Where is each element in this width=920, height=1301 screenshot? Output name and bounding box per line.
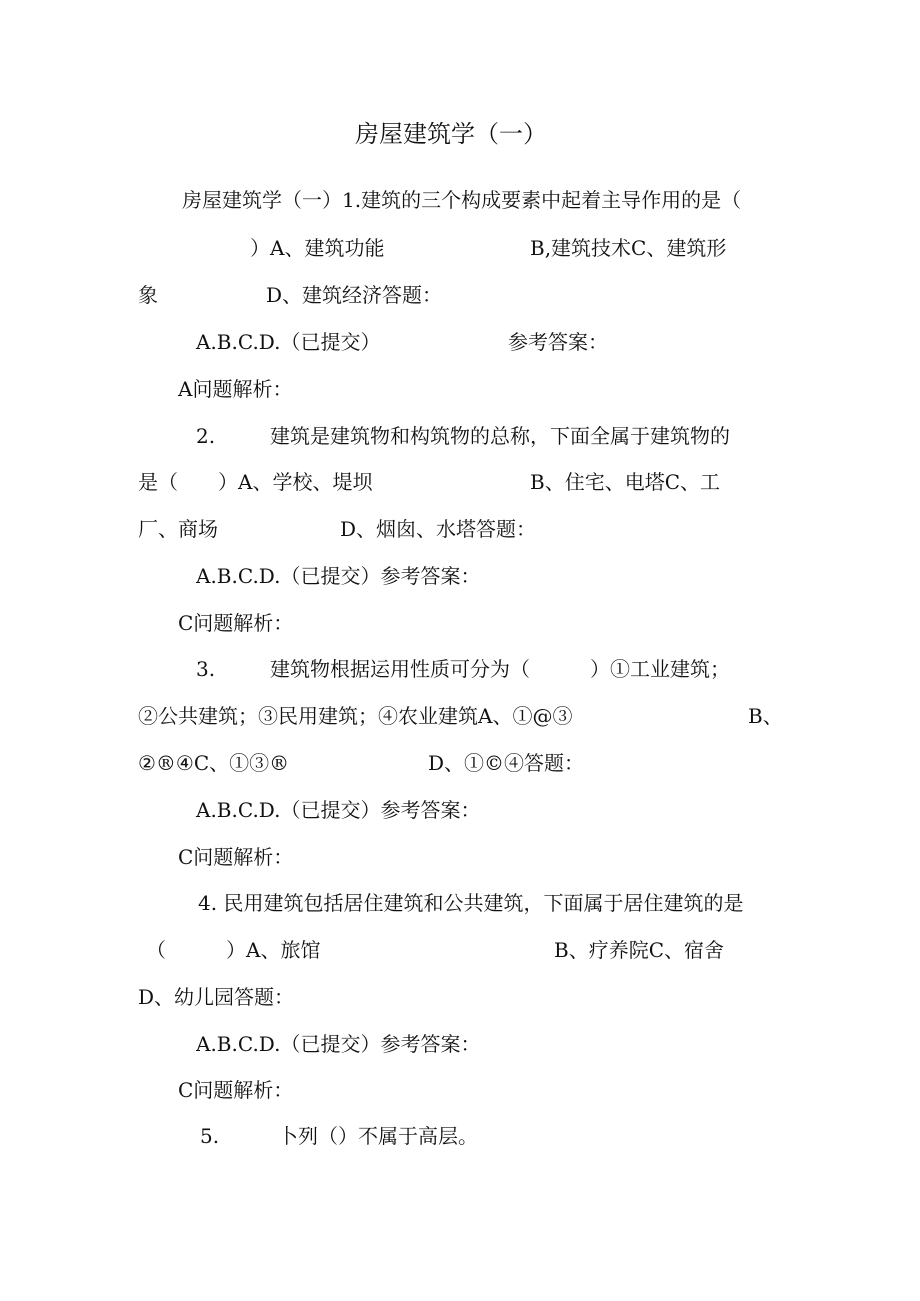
q3-analysis: C问题解析： [178, 845, 294, 869]
q2-option-d: D、烟囱、水塔答题： [340, 517, 537, 541]
q3-option-d: D、①©④答题： [428, 751, 585, 775]
q3-option-b: B、 [748, 704, 783, 728]
q4-option-a: （ ）A、旅馆 [146, 938, 321, 962]
q2-option-bc: B、住宅、电塔C、工 [530, 470, 720, 494]
q2-continuation: 厂、商场 [138, 517, 218, 541]
q5-number: 5. [200, 1124, 220, 1148]
q4-submitted-status: A.B.C.D.（已提交）参考答案： [196, 1032, 481, 1056]
q3-number: 3. [196, 657, 216, 681]
q4-option-bc: B、疗养院C、宿舍 [554, 938, 724, 962]
q1-reference-answer: 参考答案： [508, 330, 608, 354]
q2-submitted-status: A.B.C.D.（已提交）参考答案： [196, 564, 481, 588]
q2-analysis: C问题解析： [178, 611, 294, 635]
q3-submitted-status: A.B.C.D.（已提交）参考答案： [196, 798, 481, 822]
q1-submitted-status: A.B.C.D.（已提交） [196, 330, 381, 354]
q1-option-bc: B,建筑技术C、建筑形 [530, 236, 727, 260]
q3-option-b-c: ②®④C、①③® [138, 751, 290, 775]
q3-options-line: ②公共建筑；③民用建筑；④农业建筑A、①@③ [138, 704, 573, 728]
q2-option-a: 是（ ）A、学校、堤坝 [138, 470, 373, 494]
q1-option-d: D、建筑经济答题： [266, 283, 443, 307]
page-title: 房屋建筑学（一） [355, 120, 547, 148]
q5-stem: 卜列（）不属于高层。 [278, 1124, 478, 1148]
q1-continuation: 象 [138, 283, 158, 307]
q2-stem: 建筑是建筑物和构筑物的总称，下面全属于建筑物的 [270, 424, 730, 448]
q1-analysis: A问题解析： [178, 377, 293, 401]
q1-stem: 房屋建筑学（一）1.建筑的三个构成要素中起着主导作用的是（ [182, 188, 742, 212]
q4-stem: 4. 民用建筑包括居住建筑和公共建筑，下面属于居住建筑的是 [198, 891, 744, 915]
q1-option-a: ）A、建筑功能 [250, 236, 385, 260]
q4-option-d: D、幼儿园答题： [138, 985, 295, 1009]
q2-number: 2. [196, 424, 216, 448]
q4-analysis: C问题解析： [178, 1078, 294, 1102]
q3-stem: 建筑物根据运用性质可分为（ ）①工业建筑； [270, 657, 730, 681]
